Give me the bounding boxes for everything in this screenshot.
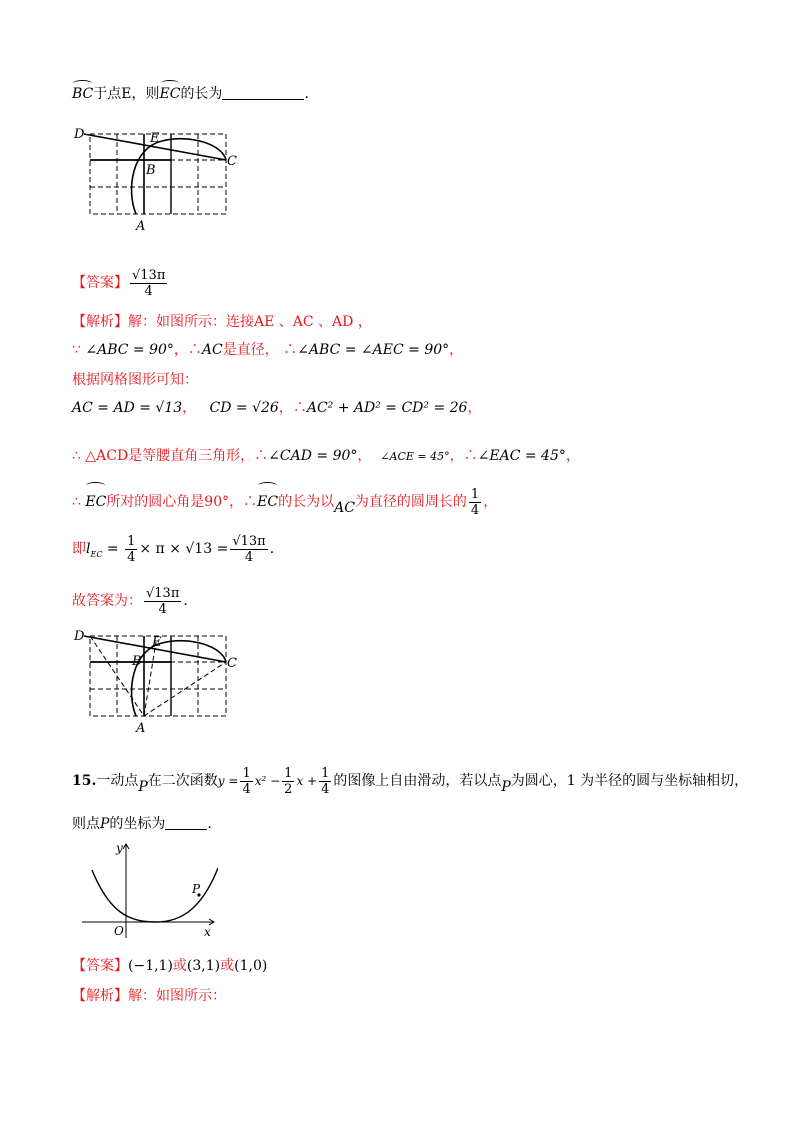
therefore: ，∴ — [449, 448, 478, 464]
q15-line2 — [72, 814, 212, 834]
therefore-sign: ∵ — [72, 342, 81, 358]
answer-15 — [72, 956, 267, 976]
q14-tail-line — [72, 84, 309, 104]
math-cd: CD = √26 — [209, 400, 279, 416]
q14-after-text: 的长为 — [180, 86, 223, 102]
analysis-14-line1 — [72, 312, 372, 332]
comma: ， — [467, 400, 482, 416]
answer-point: (3,1) — [186, 958, 221, 974]
answer-tag: 【答案】 — [72, 275, 128, 291]
parabola-figure — [78, 838, 218, 942]
text-circumference: 为直径的圆周长的 — [354, 494, 467, 510]
analysis-tag: 【解析】 — [72, 314, 128, 330]
analysis-14-line3: 根据网格图形可知： — [72, 372, 198, 388]
frac-num: √13π — [232, 533, 266, 549]
frac-den: 4 — [244, 549, 254, 565]
period: . — [183, 593, 188, 609]
label-b: B — [146, 163, 156, 178]
label-p: P — [192, 882, 201, 896]
math-p: P — [100, 816, 110, 832]
label-a: A — [136, 721, 146, 736]
math-eac: ∠EAC = 45° — [477, 448, 566, 464]
math-term: x² − — [254, 774, 281, 788]
math-y: y = — [217, 774, 239, 788]
comma: ， — [449, 342, 464, 358]
label-d: D — [74, 127, 85, 142]
arc-ec: EC — [85, 486, 106, 518]
math-p: P — [138, 779, 148, 795]
q15-text: 为圆心，1 为半径的圆与坐标轴相切， — [510, 773, 749, 789]
q14-mid-text: 于点E，则 — [93, 86, 160, 102]
label-x: x — [204, 925, 211, 939]
analysis-tag: 【解析】 — [72, 988, 128, 1004]
frac-den: 2 — [284, 781, 293, 797]
frac-den: 4 — [321, 781, 330, 797]
therefore: ，∴ — [278, 400, 307, 416]
analysis-14-line7 — [72, 532, 274, 572]
text-length: 的长为以 — [278, 494, 335, 510]
arc-ec: EC — [257, 486, 278, 518]
q15-text: 的图像上自由滑动，若以点 — [333, 773, 502, 789]
frac-num: 1 — [242, 765, 251, 781]
frac-num: 1 — [127, 533, 136, 549]
frac-num: 1 — [284, 765, 293, 781]
analysis-15 — [72, 986, 226, 1006]
text-ji: 即 — [72, 541, 86, 557]
frac-num: 1 — [470, 486, 480, 502]
q15-text: 则点 — [72, 816, 100, 832]
math-ac: AC — [334, 500, 355, 516]
analysis-14-line8 — [72, 584, 188, 618]
or-text: 或 — [172, 958, 187, 974]
answer-blank — [222, 85, 304, 100]
frac-num: 1 — [321, 765, 330, 781]
q15-text: 的坐标为 — [109, 816, 166, 832]
grid-figure-1 — [72, 126, 242, 236]
sep: ， — [357, 448, 372, 464]
frac-den: 4 — [127, 549, 136, 565]
arc-bc: BC — [72, 86, 94, 102]
comma: ， — [483, 494, 498, 510]
math-aec: ∠ABC = ∠AEC = 90° — [297, 342, 450, 358]
math-abc: ∠ABC = 90° — [85, 342, 174, 358]
math-ac: AC — [201, 342, 223, 358]
answer-14 — [72, 266, 169, 300]
math-cad: ∠CAD = 90° — [268, 448, 358, 464]
label-a: A — [136, 219, 146, 234]
label-y: y — [116, 841, 123, 855]
analysis-text: 解：如图所示： — [128, 988, 226, 1004]
answer-num: √13π — [132, 267, 166, 283]
math-pythag: AC² + AD² = CD² = 26 — [306, 400, 468, 416]
math-term: x + — [296, 774, 318, 788]
label-o: O — [114, 924, 124, 938]
q15-line1 — [72, 764, 748, 804]
math-l: l — [86, 541, 91, 557]
equals: = — [106, 541, 119, 557]
math-sub: EC — [90, 549, 103, 559]
answer-point: (−1,1) — [128, 958, 173, 974]
text-central-angle: 所对的圆心角是90°，∴ — [106, 494, 258, 510]
answer-blank — [165, 815, 207, 830]
grid-figure-2 — [72, 628, 242, 740]
label-c: C — [227, 154, 237, 169]
arc-ec: EC — [159, 86, 181, 102]
math-mid: × π × √13 = — [139, 541, 229, 557]
therefore: ∴ — [72, 494, 81, 510]
frac-den: 4 — [470, 502, 480, 518]
answer-tag: 【答案】 — [72, 958, 128, 974]
analysis-14-line2 — [72, 340, 463, 360]
text-isosceles: ∴ △ACD是等腰直角三角形，∴ — [72, 448, 269, 464]
question-number: 15. — [72, 773, 97, 789]
analysis-14-line6 — [72, 486, 497, 524]
label-d: D — [74, 629, 85, 644]
analysis-text: 解：如图所示：连接AE 、AC 、AD ， — [128, 314, 372, 330]
comma: ， — [565, 448, 580, 464]
frac-num: √13π — [146, 585, 180, 601]
frac-den: 4 — [158, 601, 167, 617]
label-e: E — [152, 635, 162, 650]
period: . — [269, 541, 275, 557]
period: . — [207, 816, 212, 832]
analysis-14-line5 — [72, 446, 580, 467]
label-b: B — [132, 654, 142, 669]
analysis-14-line4 — [72, 398, 481, 418]
label-e: E — [150, 131, 160, 146]
answer-point: (1,0) — [234, 958, 268, 974]
frac-den: 4 — [242, 781, 251, 797]
sep: ， — [182, 400, 197, 416]
label-c: C — [227, 656, 237, 671]
q14-period: . — [304, 86, 309, 102]
or-text: 或 — [220, 958, 235, 974]
math-p: P — [501, 779, 511, 795]
text-answer-is: 故答案为： — [72, 593, 142, 609]
answer-den: 4 — [144, 283, 153, 299]
q15-text: 一动点 — [96, 773, 139, 789]
q15-text: 在二次函数 — [147, 773, 218, 789]
math-ac-ad: AC = AD = √13 — [72, 400, 183, 416]
sep: ，∴ — [173, 342, 202, 358]
text-diameter: 是直径， ∴ — [222, 342, 298, 358]
math-ace: ∠ACE = 45° — [380, 450, 450, 463]
